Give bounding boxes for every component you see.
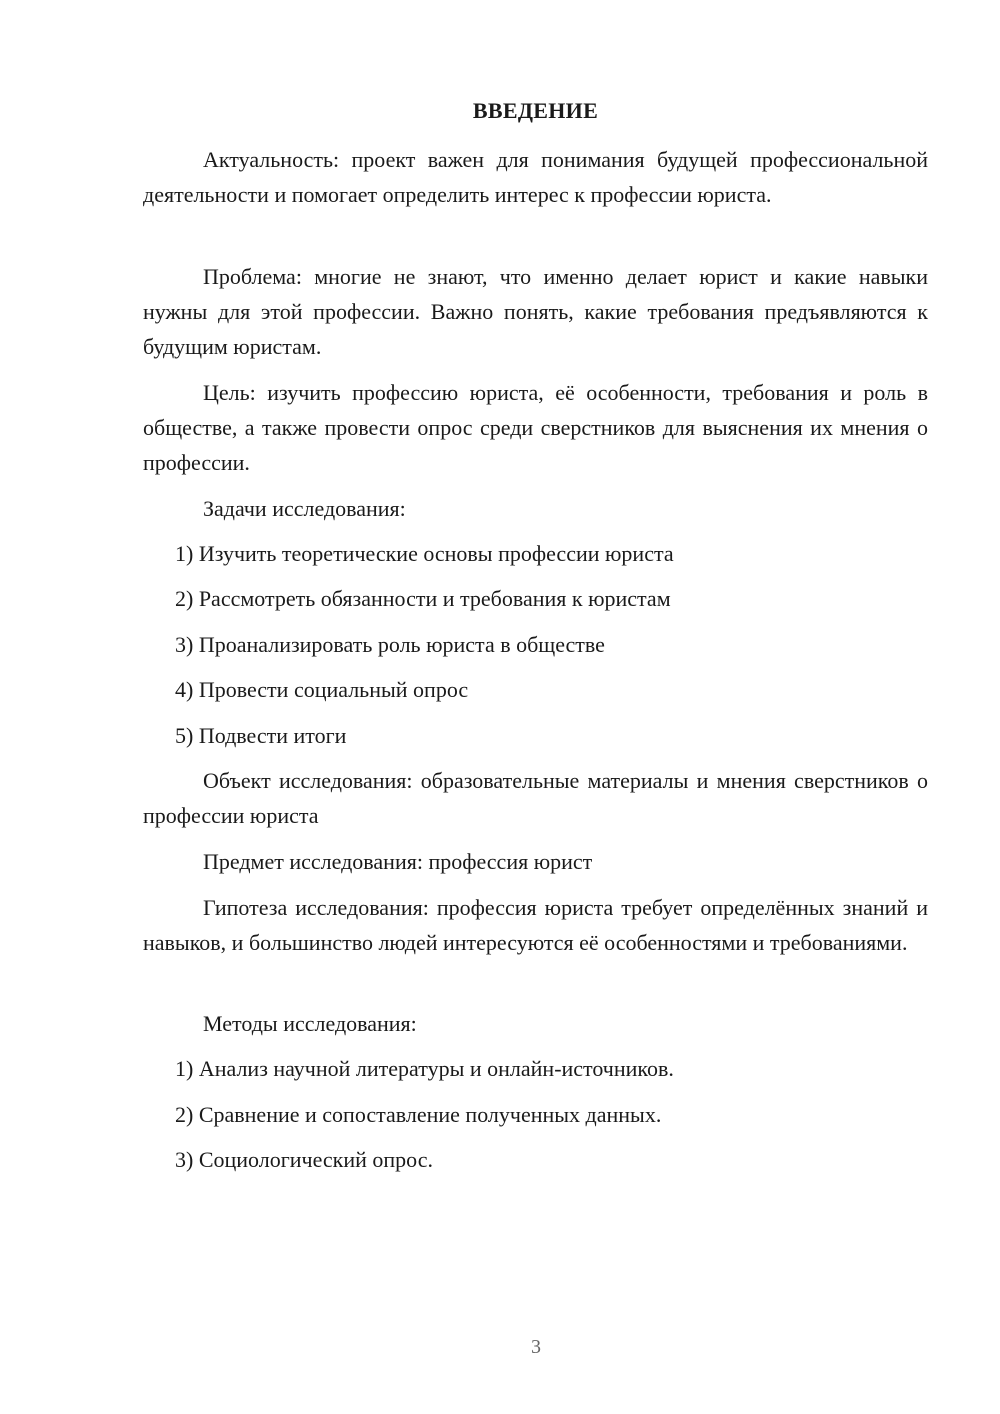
object-paragraph: Объект исследования: образовательные материалы и мнения сверстников о профессии юриста — [143, 768, 928, 828]
hypothesis-paragraph: Гипотеза исследования: профессия юриста требует определённых знаний и навыков, и большинство людей интересуются её особенностями и требованиями. — [143, 895, 928, 955]
method-item: 3) Социологический опрос. — [175, 1147, 433, 1172]
task-item: 5) Подвести итоги — [175, 723, 347, 748]
task-item: 1) Изучить теоретические основы профессии юриста — [175, 541, 674, 566]
method-item: 1) Анализ научной литературы и онлайн-источников. — [175, 1056, 674, 1081]
tasks-heading: Задачи исследования: — [203, 496, 406, 521]
relevance-paragraph: Актуальность: проект важен для понимания будущей профессиональной деятельности и помогает определить интерес к профессии юриста. — [143, 147, 928, 207]
problem-paragraph: Проблема: многие не знают, что именно делает юрист и какие навыки нужны для этой профессии. Важно понять, какие требования предъявляются к будущим юристам. — [143, 264, 928, 359]
subject-line: Предмет исследования: профессия юрист — [203, 849, 593, 874]
section-title: ВВЕДЕНИЕ — [472, 98, 599, 123]
task-item: 3) Проанализировать роль юриста в обществе — [175, 632, 605, 657]
method-item: 2) Сравнение и сопоставление полученных данных. — [175, 1102, 662, 1127]
methods-heading: Методы исследования: — [203, 1011, 417, 1036]
page-number: 3 — [531, 1336, 541, 1358]
goal-paragraph: Цель: изучить профессию юриста, её особенности, требования и роль в обществе, а также провести опрос среди сверстников для выяснения их мнения о профессии. — [143, 380, 928, 475]
task-item: 2) Рассмотреть обязанности и требования к юристам — [175, 586, 671, 611]
task-item: 4) Провести социальный опрос — [175, 677, 469, 702]
